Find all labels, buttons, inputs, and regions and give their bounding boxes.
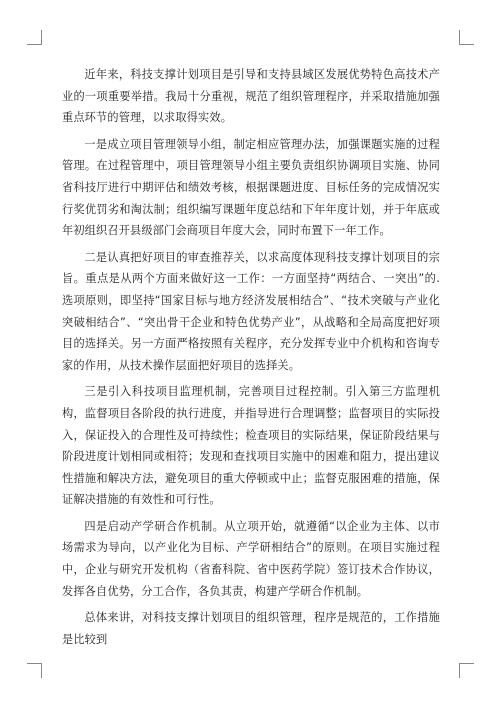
- paragraph-management-group: 一是成立项目管理领导小组，制定相应管理办法，加强课题实施的过程管理。在过程管理中，项目管理领导小组主要负责组织协调项目实施、协同省科技厅进行中期评估和绩效考核，根据课题进度、目标任务的完成情况实行奖优罚劣和淘汰制；组织编写课题年度总结和下年年度计划，并于年底或年初组织召开县级部门会商项目年度大会，同时布置下一年工作。: [62, 137, 440, 238]
- paragraph-intro: 近年来，科技支撑计划项目是引导和支持县域区发展优势特色高技术产业的一项重要举措。我局十分重视，规范了组织管理程序，并采取措施加强重点环节的管理，以求取得实效。: [62, 68, 440, 125]
- paragraph-review-recommendation: 二是认真把好项目的审查推荐关，以求高度体现科技支撑计划项目的宗旨。重点是从两个方面来做好这一工作：一方面坚持“两结合、一突出”的.选项原则，即坚持“国家目标与地方经济发展相结合”、“技术突破与产业化突破相结合”、“突出骨干企业和特色优势产业”，从战略和全局高度把好项目的选择关。另一方面严格按照有关程序，充分发挥专业中介机构和咨询专家的作用，从技术操作层面把好项目的选择关。: [62, 250, 440, 372]
- crop-mark-bottom-right: [459, 663, 474, 678]
- crop-mark-top-right: [459, 30, 474, 45]
- paragraph-summary: 总体来讲，对科技支撑计划项目的组织管理，程序是规范的，工作措施是比较到: [62, 611, 440, 646]
- crop-mark-bottom-left: [27, 663, 42, 678]
- paragraph-supervision-mechanism: 三是引入科技项目监理机制，完善项目过程控制。引入第三方监理机构，监督项目各阶段的执行进度，并指导进行合理调整；监督项目的实际投入，保证投入的合理性及可持续性；检查项目的实际结果，保证阶段结果与阶段进度计划相同或相符；发现和查找项目实施中的困难和阻力，提出建议性措施和解决方法，避免项目的重大停顿或中止；监督克服困难的措施，保证解决措施的有效性和可行性。: [62, 385, 440, 507]
- document-body: [62, 64, 440, 655]
- paragraph-industry-research-cooperation: 四是启动产学研合作机制。从立项开始，就遵循“以企业为主体、以市场需求为导向，以产业化为目标、产学研相结合”的原则。在项目实施过程中，企业与研究开发机构（省畜科院、省中医药学院）签订技术合作协议，发挥各自优势，分工合作，各负其责，构建产学研合作机制。: [62, 519, 440, 598]
- crop-mark-top-left: [27, 30, 42, 45]
